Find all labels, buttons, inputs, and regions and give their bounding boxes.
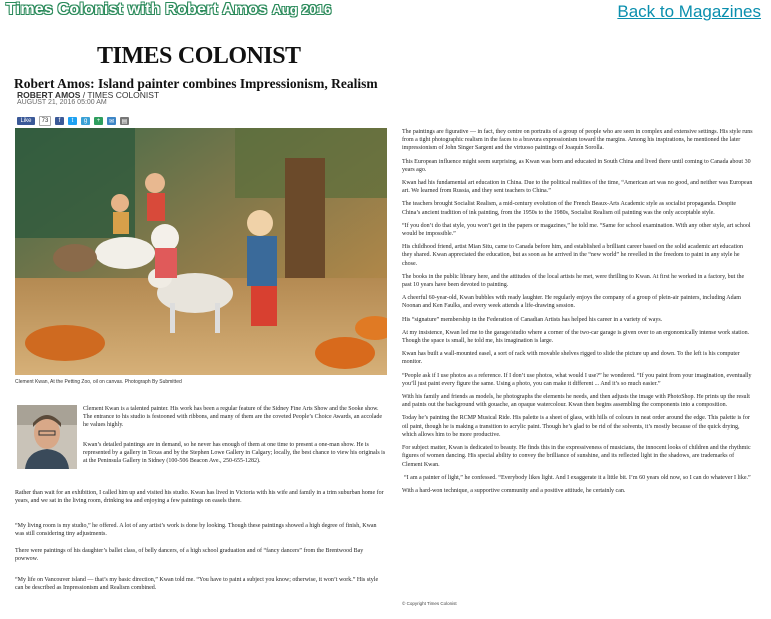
like-count: 73 <box>39 116 51 126</box>
site-title-text: Times Colonist with Robert Amos <box>6 1 268 18</box>
article-headline: Robert Amos: Island painter combines Impressionism, Realism <box>14 76 378 91</box>
article-paragraph: The paintings are figurative — in fact, they centre on portraits of a group of people who are seen in complex and extensive settings. His style runs from a tight photographic realism in the faces to a bravura expressionism toward the margins. Among his inspirations, he mentioned the later impressionism of John Singer Sargent and the virtuoso paintings of Joaquín Sorolla. <box>402 129 753 152</box>
copyright-notice: © Copyright Times Colonist <box>402 601 457 606</box>
share-icon[interactable]: + <box>94 117 103 125</box>
article-paragraph: For subject matter, Kwan is dedicated to beauty. He finds this in the expressiveness of musicians, the innocent looks of children and the rhythmic figures of women dancing. His special ability to convey the brilliance of sunshine, and its reflected light in the shadows, are trademarks of Clement Kwan. <box>402 445 751 468</box>
article-paragraph: Today he’s painting the RCMP Musical Ride. His palette is a sheet of glass, with hills of colours in neat order around the edge. This palette is for oil paint, though he is making a transition to acrylic paint. Though he’s glad to be rid of the solvents, it’s mostly because of the quick drying, which allows him to be more productive. <box>402 415 750 438</box>
article-paragraph: There were paintings of his daughter’s ballet class, of belly dancers, of a high school graduation and of “fancy dancers” from the Brentwood Bay powwow. <box>15 548 364 563</box>
facebook-share-icon[interactable]: f <box>55 117 64 125</box>
article-paragraph: Rather than wait for an exhibition, I called him up and visited his studio. Kwan has lived in Victoria with his wife and family in a trim suburban home for years, and we sat in the living room, drinking tea and enjoying a few paintings on easels there. <box>15 490 384 505</box>
print-icon[interactable]: ▤ <box>121 118 128 125</box>
painting-photo <box>15 128 387 375</box>
facebook-like-button[interactable] <box>17 117 35 125</box>
article-paragraph: The books in the public library here, and the attitudes of the local artists he met, were thrilling to Kwan. At first he worked in a factory, but the past 10 years have been devoted to painting. <box>402 273 745 289</box>
article-paragraph: With a hard-won technique, a supportive community and a positive attitude, he certainly can. <box>402 487 626 494</box>
portrait-illustration <box>17 405 77 469</box>
painting-illustration <box>15 128 387 375</box>
author-link[interactable]: ROBERT AMOS <box>17 90 81 100</box>
newspaper-masthead <box>97 42 301 70</box>
article-paragraph: Clement Kwan is a talented painter. His work has been a regular feature of the Sidney Fine Arts Show and the Sooke show. The entrance to his studio is festooned with ribbons, and many of them are the coveted People’s Choice Awards, an accolade he values highly. <box>83 406 383 429</box>
photo-caption: Clement Kwan, At the Petting Zoo, oil on canvas. Photograph By Submitted <box>15 379 182 385</box>
article-paragraph: A cheerful 60-year-old, Kwan bubbles with ready laughter. He regularly enjoys the company of a group of plein-air painters, including Adam Noonan and Ken Faulks, and every week attends a life-drawing session. <box>402 295 741 310</box>
publication-name: / TIMES COLONIST <box>80 90 160 100</box>
article-paragraph: At my insistence, Kwan led me to the garage/studio where a corner of the two-car garage is given over to an ergonomically intense work station. Though the space is small, he told me, his imagination is large. <box>402 329 750 345</box>
article-right-column <box>402 128 754 500</box>
article-paragraph: The teachers brought Socialist Realism, a mid-century evolution of the French Beaux-Arts Academic style as socialist propaganda. Despite China’s ancient tradition of ink painting, from the 1950s to the 1980s, Socialist Realism oil painting was the only acceptable style. <box>402 201 737 216</box>
site-title-date: Aug 2016 <box>272 2 332 17</box>
masthead-left: TIMES <box>97 42 172 69</box>
article-paragraph: “My living room is my studio,” he offered. A lot of any artist’s work is done by looking. Though these paintings showed a high degree of finish, Kwan was still considering tiny adjustments. <box>15 523 377 538</box>
like-label: Like <box>20 118 32 124</box>
share-bar <box>17 116 129 126</box>
site-title <box>6 1 331 19</box>
article-paragraph: “I am a painter of light,” he confessed. “Everybody likes light. And I exaggerate it a little bit. I’m 60 years old now, so I can do whatever I like.” <box>404 474 751 481</box>
twitter-share-icon[interactable]: t <box>68 117 77 125</box>
article-paragraph: “People ask if I use photos as a reference. If I don’t use photos, what would I use?” he wondered. “If you paint from your imagination, eventually you’ll just paint every figure the same. Using a photo, you can make it different ... And it’s so much easier.” <box>402 372 752 387</box>
article-paragraph: Kwan’s detailed paintings are in demand, so he never has enough of them at one time to present a one-man show. He is represented by a gallery in Texas and by the Stephen Lowe Gallery in Calgary; locally, the best chance to view his originals is at the Peninsula Gallery in Sidney (100-506 Beacon Ave., 250-655-1282). <box>83 442 386 465</box>
top-bar <box>0 0 771 24</box>
back-to-magazines-link[interactable]: Back to Magazines <box>617 2 761 21</box>
article-paragraph: “My life on Vancouver island — that’s my basic direction,” Kwan told me. “You have to paint a subject you know; otherwise, it won’t work.” His style can be described as Impressionism and Realism combined. <box>15 577 379 592</box>
email-share-icon[interactable]: ✉ <box>108 118 115 125</box>
article-paragraph: With his family and friends as models, he photographs the elements he needs, and then adjusts the image with PhotoShop. He prints up the result and paints out the background with gouache, an opaque watercolour. Kwan then begins assembling the components into a composition. <box>402 394 750 409</box>
article-date: AUGUST 21, 2016 05:00 AM <box>17 99 107 106</box>
article-paragraph: His “signature” membership in the Federation of Canadian Artists has helped his career in a variety of ways. <box>402 316 663 323</box>
article-paragraph: Kwan had his fundamental art education in China. Due to the political realities of the time, “American art was no good, and neither was European art. We learned from Russia, and they sent teachers to China.” <box>402 180 753 195</box>
article-paragraph: His childhood friend, artist Mian Situ, came to Canada before him, and established a brilliant career based on the solid academic art education they shared. Kwan appreciated the education, but as soon as he arrived in the “new world” he revelled in the freedom to paint in any style he chose. <box>402 244 744 267</box>
article-paragraph: Kwan has built a wall-mounted easel, a sort of rack with movable shelves rigged to slide the picture up and down. To the left is his computer monitor. <box>402 351 740 366</box>
article-paragraph: “If you don’t do that style, you won’t get in the papers or magazines,” he told me. “Same for school examination. With any other style, art school would be impossible.” <box>402 222 751 238</box>
masthead-right: COLONIST <box>177 42 301 69</box>
google-plus-share-icon[interactable]: g <box>81 117 90 125</box>
author-portrait <box>17 405 77 469</box>
article-paragraph: This European influence might seem surprising, as Kwan was born and educated in South China and lived there until coming to Canada about 30 years ago. <box>402 158 751 173</box>
